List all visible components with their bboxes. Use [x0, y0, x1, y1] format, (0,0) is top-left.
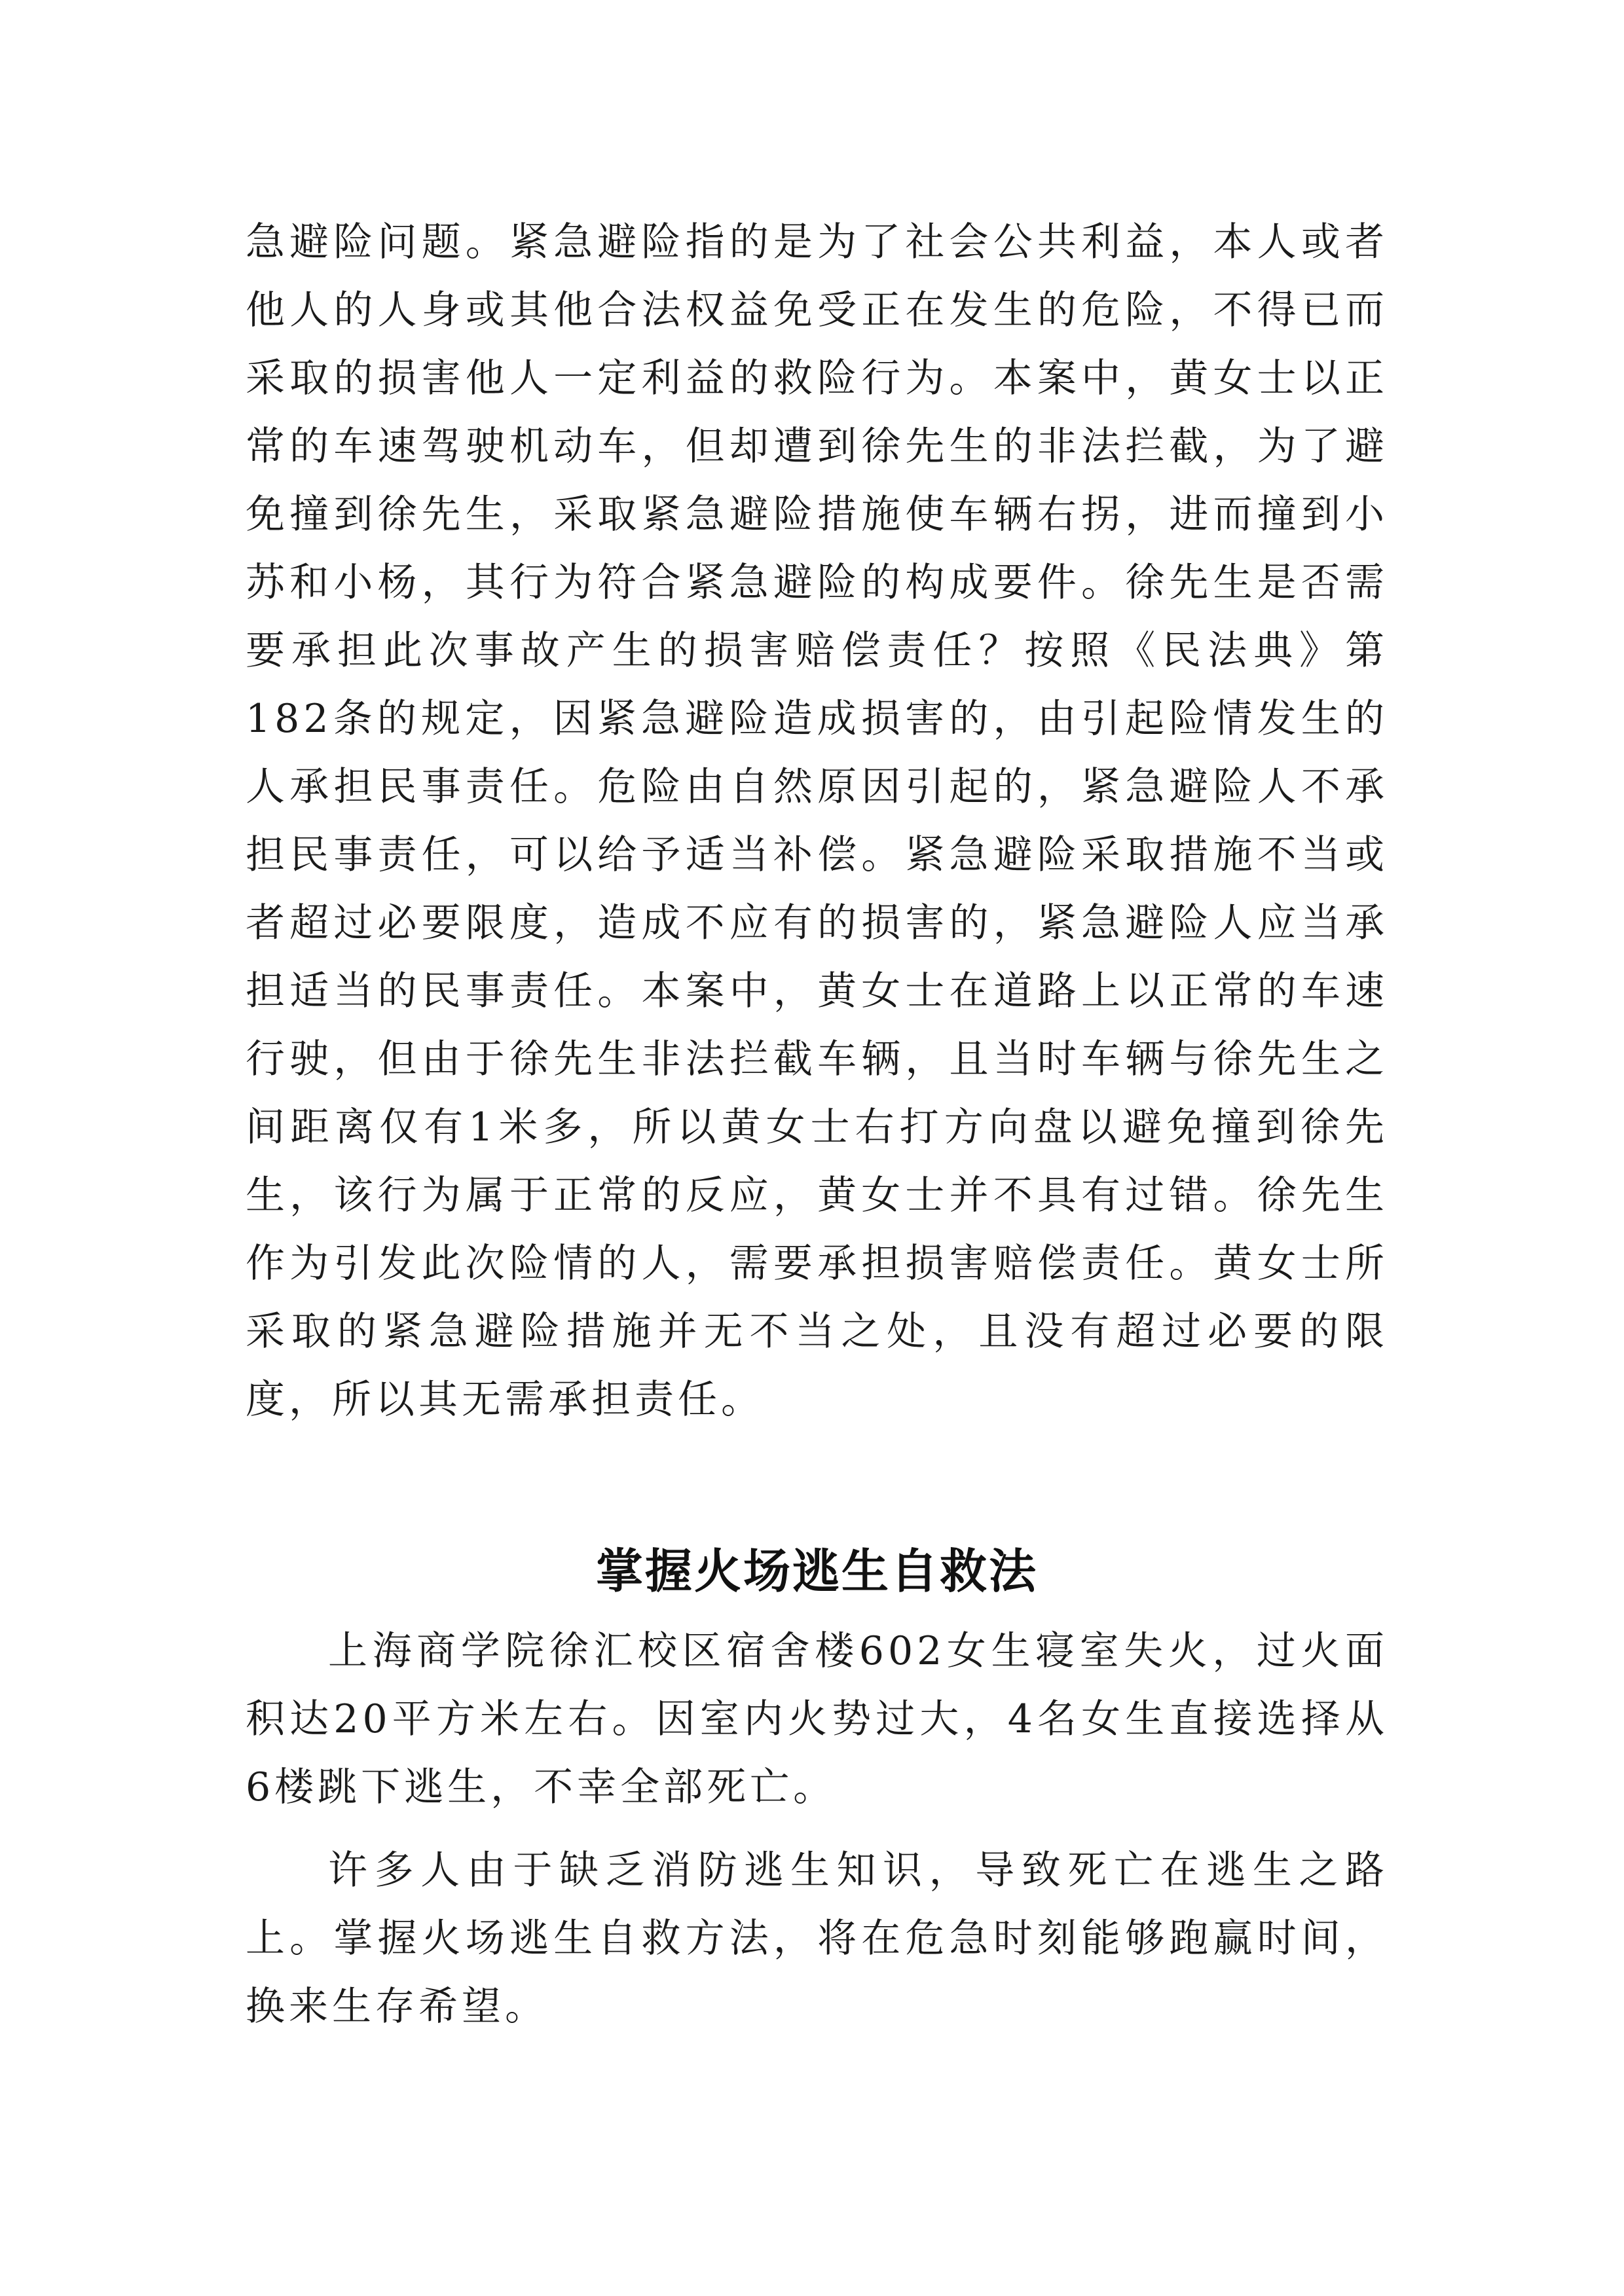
continuation-paragraph: 急避险问题。紧急避险指的是为了社会公共利益，本人或者他人的人身或其他合法权益免受正在发生的危险，不得已而采取的损害他人一定利益的救险行为。本案中，黄女士以正常的车速驾驶机动车，但却遭到徐先生的非法拦截，为了避免撞到徐先生，采取紧急避险措施使车辆右拐，进而撞到小苏和小杨，其行为符合紧急避险的构成要件。徐先生是否需要承担此次事故产生的损害赔偿责任？按照《民法典》第182条的规定，因紧急避险造成损害的，由引起险情发生的人承担民事责任。危险由自然原因引起的，紧急避险人不承担民事责任，可以给予适当补偿。紧急避险采取措施不当或者超过必要限度，造成不应有的损害的，紧急避险人应当承担适当的民事责任。本案中，黄女士在道路上以正常的车速行驶，但由于徐先生非法拦截车辆，且当时车辆与徐先生之间距离仅有1米多，所以黄女士右打方向盘以避免撞到徐先生，该行为属于正常的反应，黄女士并不具有过错。徐先生作为引发此次险情的人，需要承担损害赔偿责任。黄女士所采取的紧急避险措施并无不当之处，且没有超过必要的限度，所以其无需承担责任。 [246, 219, 1388, 1423]
section-paragraph-2: 许多人由于缺乏消防逃生知识，导致死亡在逃生之路上。掌握火场逃生自救方法，将在危急时刻能够跑赢时间，换来生存希望。 [246, 1848, 1388, 2030]
section-title: 掌握火场逃生自救法 [595, 1544, 1038, 1599]
section-paragraph-1: 上海商学院徐汇校区宿舍楼602女生寝室失火，过火面积达20平方米左右。因室内火势过大，4名女生直接选择从6楼跳下逃生，不幸全部死亡。 [246, 1628, 1388, 1810]
